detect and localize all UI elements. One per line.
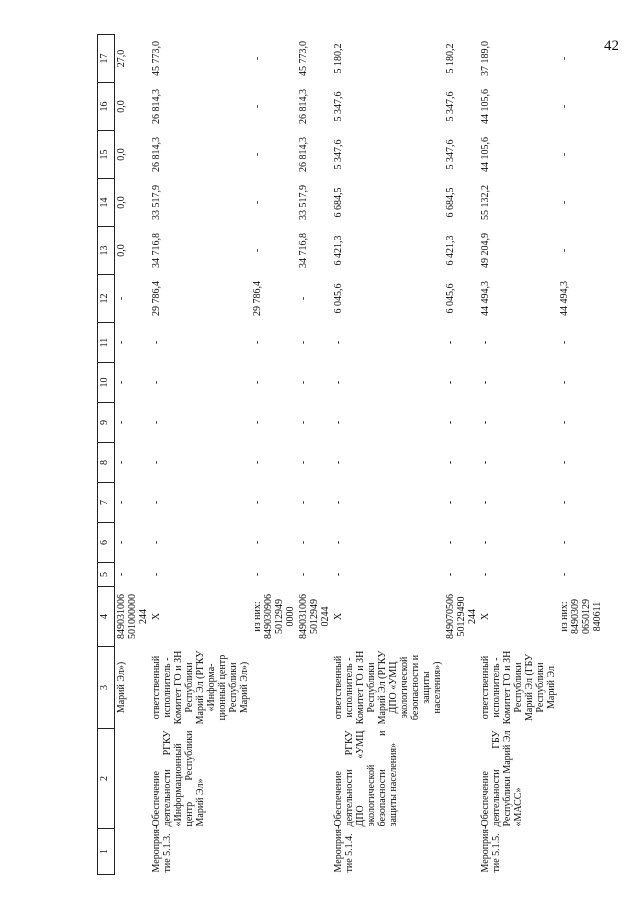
value-cell: - [151,420,162,425]
executor-cell [558,647,604,729]
budget-code-cell: X [333,612,344,621]
value-cell: 5 347,6 [445,139,456,170]
value-cell: - [333,340,344,345]
activity-number-cell [558,829,604,875]
value-cell: - [151,540,162,545]
value-cell: - [333,572,344,577]
value-cell: - [298,420,309,425]
column-header-10: 10 [98,363,115,403]
value-cell: - [298,540,309,545]
value-cell: - [252,460,263,465]
value-cell: - [559,572,570,577]
table-row [332,35,444,875]
value-cell: 33 517,9 [298,185,309,220]
value-cell: - [298,572,309,577]
activity-name-cell [251,729,297,829]
value-cell: 44 105,6 [480,137,491,172]
column-header-9: 9 [98,403,115,443]
value-cell: 45 773,0 [151,41,162,76]
value-cell: - [298,380,309,385]
value-cell: - [559,500,570,505]
value-cell: - [559,460,570,465]
value-cell: 5 180,2 [445,43,456,74]
value-cell: - [298,460,309,465]
value-cell: - [252,380,263,385]
budget-code-cell: из них: 8490309 0650129 840611 [559,599,603,634]
activity-name-cell [444,729,479,829]
value-cell: 44 105,6 [480,89,491,124]
activity-name-cell [297,729,332,829]
value-cell: 26 814,3 [151,89,162,124]
value-cell: 26 814,3 [151,137,162,172]
value-cell: - [333,420,344,425]
value-cell: - [445,572,456,577]
budget-code-cell: 849031006 501000000 244 [116,594,149,639]
budget-code-cell: X [151,612,162,621]
column-header-3: 3 [98,647,115,729]
value-cell: - [151,460,162,465]
value-cell: - [559,420,570,425]
value-cell: 5 347,6 [445,91,456,122]
value-cell: 5 180,2 [333,43,344,74]
executor-cell [251,647,297,729]
value-cell: 0,0 [116,100,127,113]
value-cell: - [480,380,491,385]
value-cell: - [151,500,162,505]
value-cell: - [480,540,491,545]
column-header-11: 11 [98,323,115,363]
value-cell: - [559,540,570,545]
value-cell: - [252,200,263,205]
value-cell: - [252,56,263,61]
value-cell: - [480,572,491,577]
value-cell: - [480,340,491,345]
column-header-6: 6 [98,523,115,563]
value-cell: - [298,340,309,345]
value-cell: - [252,572,263,577]
rotated-page [97,35,607,875]
activity-name-cell [115,729,151,829]
value-cell: - [116,572,127,577]
column-header-17: 17 [98,35,115,83]
value-cell: - [445,340,456,345]
value-cell: - [252,152,263,157]
value-cell: 29 786,4 [252,281,263,316]
value-cell: 45 773,0 [298,41,309,76]
table-row [115,35,151,875]
value-cell: - [151,572,162,577]
executor-cell: ответственный исполнитель - Комитет ГО и ЗН Республики Марий Эл (РГКУ «Информа-ционный центр Республики Марий Эл») [151,650,250,725]
value-cell: - [480,460,491,465]
value-cell: - [559,200,570,205]
value-cell: - [252,500,263,505]
value-cell: - [480,500,491,505]
value-cell: 44 494,3 [480,281,491,316]
table-body [115,35,605,875]
value-cell: 44 494,3 [559,281,570,316]
value-cell: - [559,152,570,157]
value-cell: - [333,500,344,505]
value-cell: - [252,340,263,345]
column-header-2: 2 [98,729,115,829]
value-cell: - [116,420,127,425]
activity-name-cell: Обеспечение деятельности ГБУ Республики Марий Эл «МАСС» [480,730,524,827]
column-header-7: 7 [98,483,115,523]
value-cell: - [252,248,263,253]
value-cell: 0,0 [116,148,127,161]
value-cell: 6 045,6 [445,283,456,314]
activity-number-cell [444,829,479,875]
column-header-4: 4 [98,587,115,647]
value-cell: - [445,380,456,385]
value-cell: - [116,500,127,505]
value-cell: - [116,380,127,385]
column-header-1: 1 [98,829,115,875]
column-header-14: 14 [98,179,115,227]
value-cell: - [480,420,491,425]
budget-code-cell: 849031006 5012949 0244 [298,594,331,639]
value-cell: 27,0 [116,49,127,68]
table-row [558,35,604,875]
value-cell: - [445,420,456,425]
activity-number-cell: Мероприя-тие 5.1.4. [333,825,355,873]
table-header [98,35,115,875]
column-header-5: 5 [98,563,115,587]
value-cell: 6 421,3 [445,235,456,266]
value-cell: 37 189,0 [480,41,491,76]
value-cell: - [116,540,127,545]
value-cell: - [559,380,570,385]
value-cell: - [151,380,162,385]
value-cell: - [298,500,309,505]
value-cell: 6 045,6 [333,283,344,314]
value-cell: - [116,296,127,301]
value-cell: - [116,340,127,345]
value-cell: - [151,340,162,345]
value-cell: - [333,460,344,465]
value-cell: - [333,540,344,545]
value-cell: - [445,500,456,505]
executor-cell: ответственный исполнитель - Комитет ГО и ЗН Республики Марий Эл (РГКУ ДПО «УМЦ экологической безопасности и защиты населения») [333,650,443,725]
value-cell: - [445,540,456,545]
budget-table [97,34,604,875]
column-header-13: 13 [98,227,115,275]
executor-cell: Марий Эл») [116,661,127,714]
value-cell: 26 814,3 [298,137,309,172]
table-row [297,35,332,875]
value-cell: 0,0 [116,244,127,257]
value-cell: - [559,56,570,61]
value-cell: 5 347,6 [333,91,344,122]
activity-name-cell: Обеспечение деятельности РГКУ ДПО «УМЦ экологической безопасности и защиты населения» [333,730,399,827]
value-cell: 5 347,6 [333,139,344,170]
activity-number-cell [115,829,151,875]
value-cell: - [559,248,570,253]
value-cell: - [333,380,344,385]
table-row [251,35,297,875]
value-cell: - [445,460,456,465]
value-cell: 6 684,5 [445,187,456,218]
executor-cell [444,647,479,729]
value-cell: 6 684,5 [333,187,344,218]
column-header-12: 12 [98,275,115,323]
executor-cell [297,647,332,729]
value-cell: 49 204,9 [480,233,491,268]
table-row [444,35,479,875]
column-header-16: 16 [98,83,115,131]
value-cell: - [559,340,570,345]
value-cell: 34 716,8 [151,233,162,268]
value-cell: 29 786,4 [151,281,162,316]
value-cell: - [116,460,127,465]
value-cell: 33 517,9 [151,185,162,220]
value-cell: 0,0 [116,196,127,209]
value-cell: - [298,296,309,301]
activity-name-cell [558,729,604,829]
column-header-8: 8 [98,443,115,483]
value-cell: - [252,104,263,109]
activity-name-cell: Обеспечение деятельности РГКУ «Информационный центр Республики Марий Эл» [151,730,206,827]
value-cell: 34 716,8 [298,233,309,268]
activity-number-cell: Мероприя-тие 5.1.3. [151,825,173,873]
value-cell: 6 421,3 [333,235,344,266]
activity-number-cell [251,829,297,875]
budget-code-cell: X [480,612,491,621]
value-cell: - [252,420,263,425]
table-row [150,35,251,875]
budget-code-cell: из них: 849030906 5012949 0000 [252,594,296,639]
value-cell: 26 814,3 [298,89,309,124]
value-cell: 55 132,2 [480,185,491,220]
value-cell: - [559,104,570,109]
budget-code-cell: 849070506 50129490 244 [445,594,478,639]
value-cell: - [252,540,263,545]
column-header-15: 15 [98,131,115,179]
executor-cell: ответственный исполнитель - Комитет ГО и ЗН Республики Марий Эл (ГБУ Республики Марий Эл [480,650,557,725]
page-number: 42 [604,38,619,54]
activity-number-cell [297,829,332,875]
activity-number-cell: Мероприя-тие 5.1.5. [480,825,502,873]
table-row [479,35,558,875]
